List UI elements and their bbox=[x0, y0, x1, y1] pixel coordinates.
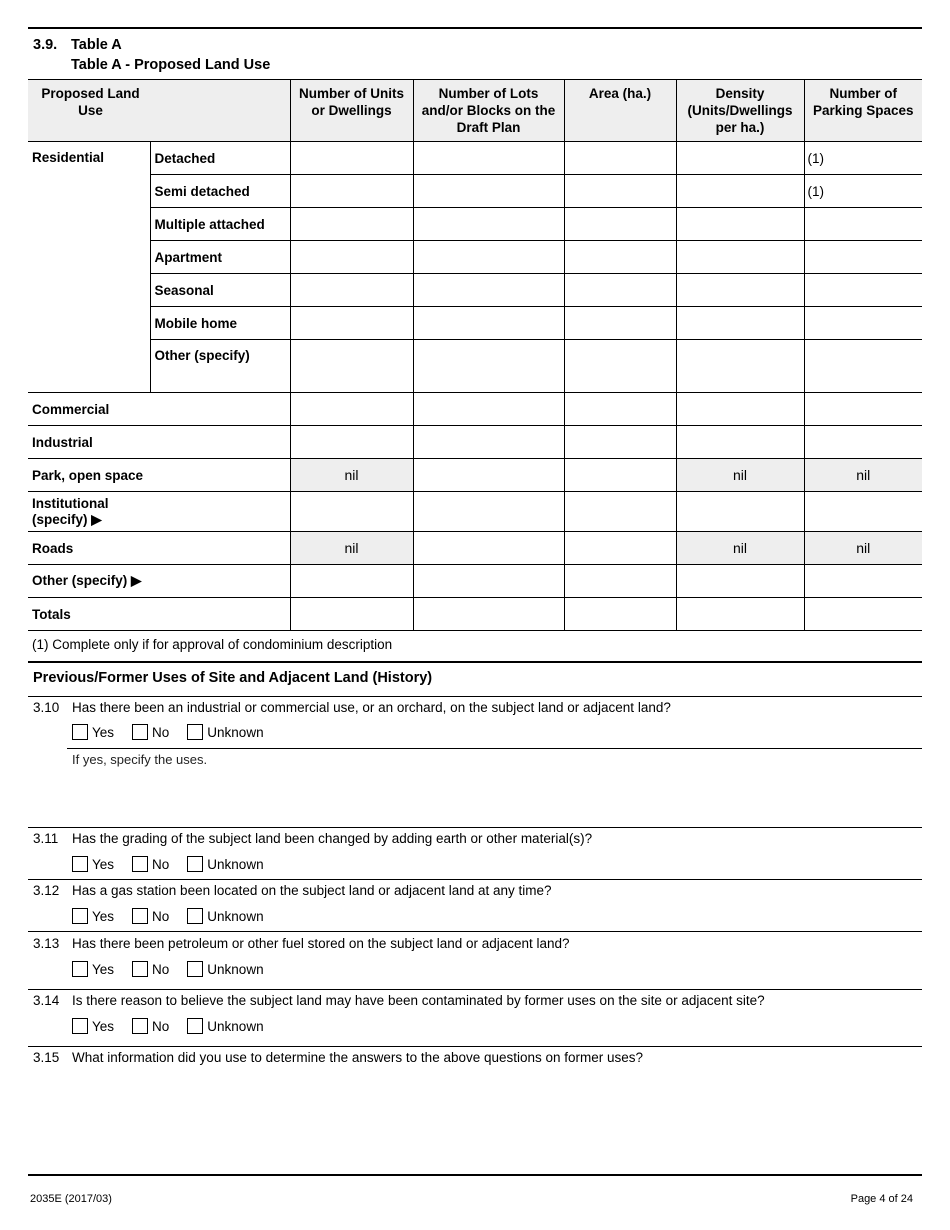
row-label-park: Park, open space bbox=[28, 459, 290, 492]
cell-lots[interactable] bbox=[413, 208, 564, 241]
if-yes-specify-field[interactable]: If yes, specify the uses. bbox=[72, 752, 208, 767]
row-label-commercial: Commercial bbox=[28, 393, 290, 426]
cell-parking[interactable] bbox=[804, 393, 922, 426]
cell-density[interactable] bbox=[676, 241, 804, 274]
header-area: Area (ha.) bbox=[564, 80, 676, 142]
checkbox-no[interactable] bbox=[132, 856, 148, 872]
cell-lots[interactable] bbox=[413, 532, 564, 565]
cell-density-nil: nil bbox=[676, 532, 804, 565]
cell-parking-nil: nil bbox=[804, 459, 922, 492]
yes-option[interactable]: Yes bbox=[72, 1018, 114, 1034]
row-label-totals: Totals bbox=[28, 598, 290, 631]
question-3-15: 3.15 What information did you use to determine the answers to the above questions on former uses? bbox=[33, 1050, 644, 1065]
row-label-industrial: Industrial bbox=[28, 426, 290, 459]
cell-units[interactable] bbox=[290, 241, 413, 274]
yes-option[interactable]: Yes bbox=[72, 856, 114, 872]
row-label-multiple-attached: Multiple attached bbox=[150, 208, 290, 241]
checkbox-no[interactable] bbox=[132, 1018, 148, 1034]
history-top-rule bbox=[28, 661, 922, 663]
row-label-other-specify: Other (specify) bbox=[150, 340, 290, 393]
cell-lots[interactable] bbox=[413, 142, 564, 175]
table-row bbox=[28, 532, 922, 565]
cell-area[interactable] bbox=[564, 274, 676, 307]
page-number: Page 4 of 24 bbox=[850, 1193, 913, 1205]
cell-lots[interactable] bbox=[413, 598, 564, 631]
question-3-14: 3.14 Is there reason to believe the subject land may have been contaminated by former uses on the site or adjacent site? bbox=[33, 993, 765, 1008]
history-title: Previous/Former Uses of Site and Adjacent Land (History) bbox=[33, 670, 433, 686]
divider bbox=[28, 931, 922, 932]
cell-density[interactable] bbox=[676, 492, 804, 532]
cell-lots[interactable] bbox=[413, 426, 564, 459]
cell-lots[interactable] bbox=[413, 459, 564, 492]
cell-units-nil: nil bbox=[290, 532, 413, 565]
section-title: Table A bbox=[71, 37, 122, 53]
cell-area[interactable] bbox=[564, 175, 676, 208]
checkbox-yes[interactable] bbox=[72, 1018, 88, 1034]
cell-units[interactable] bbox=[290, 598, 413, 631]
section-number: 3.9. bbox=[33, 37, 58, 53]
cell-density[interactable] bbox=[676, 175, 804, 208]
row-label-detached: Detached bbox=[150, 142, 290, 175]
options-3-11 bbox=[72, 856, 282, 872]
table-row bbox=[28, 142, 922, 175]
cell-density-nil: nil bbox=[676, 459, 804, 492]
checkbox-unknown[interactable] bbox=[187, 1018, 203, 1034]
cell-area[interactable] bbox=[564, 426, 676, 459]
checkbox-yes[interactable] bbox=[72, 724, 88, 740]
table-row bbox=[28, 565, 922, 598]
cell-units[interactable] bbox=[290, 307, 413, 340]
cell-density[interactable] bbox=[676, 565, 804, 598]
table-row bbox=[28, 175, 922, 208]
cell-area[interactable] bbox=[564, 208, 676, 241]
options-3-10 bbox=[72, 724, 282, 740]
cell-parking[interactable] bbox=[804, 274, 922, 307]
table-row bbox=[28, 340, 922, 393]
header-density: Density (Units/Dwellings per ha.) bbox=[676, 80, 804, 142]
divider bbox=[28, 989, 922, 990]
row-label-seasonal: Seasonal bbox=[150, 274, 290, 307]
table-row bbox=[28, 598, 922, 631]
no-option[interactable]: No bbox=[132, 724, 169, 740]
cell-units[interactable] bbox=[290, 393, 413, 426]
cell-density[interactable] bbox=[676, 393, 804, 426]
cell-lots[interactable] bbox=[413, 241, 564, 274]
divider bbox=[28, 879, 922, 880]
cell-lots[interactable] bbox=[413, 340, 564, 393]
cell-area[interactable] bbox=[564, 393, 676, 426]
answer-3-15-field[interactable] bbox=[72, 1070, 922, 1166]
cell-area[interactable] bbox=[564, 598, 676, 631]
checkbox-unknown[interactable] bbox=[187, 908, 203, 924]
cell-area[interactable] bbox=[564, 532, 676, 565]
table-row bbox=[28, 241, 922, 274]
table-row bbox=[28, 274, 922, 307]
unknown-option[interactable]: Unknown bbox=[187, 961, 263, 977]
cell-density[interactable] bbox=[676, 142, 804, 175]
unknown-option[interactable]: Unknown bbox=[187, 724, 263, 740]
row-label-apartment: Apartment bbox=[150, 241, 290, 274]
residential-label: Residential bbox=[28, 142, 150, 393]
table-row bbox=[28, 307, 922, 340]
header-land-use: Proposed Land Use bbox=[28, 80, 290, 142]
top-rule bbox=[28, 27, 922, 29]
row-label-roads: Roads bbox=[28, 532, 290, 565]
options-3-13 bbox=[72, 961, 282, 977]
no-option[interactable]: No bbox=[132, 1018, 169, 1034]
cell-area[interactable] bbox=[564, 142, 676, 175]
row-label-other: Other (specify) ▶ bbox=[28, 565, 290, 598]
cell-parking-nil: nil bbox=[804, 532, 922, 565]
table-header-row bbox=[28, 80, 922, 142]
checkbox-no[interactable] bbox=[132, 961, 148, 977]
cell-lots[interactable] bbox=[413, 492, 564, 532]
cell-units[interactable] bbox=[290, 142, 413, 175]
cell-area[interactable] bbox=[564, 340, 676, 393]
unknown-option[interactable]: Unknown bbox=[187, 908, 263, 924]
unknown-option[interactable]: Unknown bbox=[187, 1018, 263, 1034]
checkbox-unknown[interactable] bbox=[187, 724, 203, 740]
cell-area[interactable] bbox=[564, 492, 676, 532]
cell-area[interactable] bbox=[564, 459, 676, 492]
divider bbox=[28, 1046, 922, 1047]
divider bbox=[28, 696, 922, 697]
cell-parking[interactable] bbox=[804, 307, 922, 340]
cell-units[interactable] bbox=[290, 426, 413, 459]
cell-lots[interactable] bbox=[413, 565, 564, 598]
cell-lots[interactable] bbox=[413, 274, 564, 307]
cell-density[interactable] bbox=[676, 426, 804, 459]
unknown-option[interactable]: Unknown bbox=[187, 856, 263, 872]
cell-density[interactable] bbox=[676, 340, 804, 393]
cell-parking[interactable] bbox=[804, 208, 922, 241]
cell-parking[interactable] bbox=[804, 241, 922, 274]
section-subtitle: Table A - Proposed Land Use bbox=[71, 57, 271, 73]
cell-density[interactable] bbox=[676, 307, 804, 340]
cell-parking[interactable]: (1) bbox=[804, 142, 922, 175]
table-row bbox=[28, 393, 922, 426]
header-units: Number of Units or Dwellings bbox=[290, 80, 413, 142]
no-option[interactable]: No bbox=[132, 961, 169, 977]
row-label-semi-detached: Semi detached bbox=[150, 175, 290, 208]
checkbox-yes[interactable] bbox=[72, 961, 88, 977]
cell-units[interactable] bbox=[290, 492, 413, 532]
row-label-mobile-home: Mobile home bbox=[150, 307, 290, 340]
table-row bbox=[28, 459, 922, 492]
cell-parking[interactable] bbox=[804, 426, 922, 459]
cell-parking[interactable] bbox=[804, 340, 922, 393]
cell-units-nil: nil bbox=[290, 459, 413, 492]
cell-parking[interactable] bbox=[804, 598, 922, 631]
cell-lots[interactable] bbox=[413, 393, 564, 426]
header-lots: Number of Lots and/or Blocks on the Draft Plan bbox=[413, 80, 564, 142]
options-3-12 bbox=[72, 908, 282, 924]
yes-option[interactable]: Yes bbox=[72, 961, 114, 977]
cell-parking[interactable]: (1) bbox=[804, 175, 922, 208]
cell-area[interactable] bbox=[564, 565, 676, 598]
row-label-institutional: Institutional (specify) ▶ bbox=[28, 492, 290, 532]
section-heading bbox=[33, 35, 270, 75]
bottom-rule bbox=[28, 1174, 922, 1176]
table-row bbox=[28, 208, 922, 241]
cell-parking[interactable] bbox=[804, 565, 922, 598]
question-3-13: 3.13 Has there been petroleum or other fuel stored on the subject land or adjacent land? bbox=[33, 936, 570, 951]
checkbox-no[interactable] bbox=[132, 724, 148, 740]
cell-lots[interactable] bbox=[413, 175, 564, 208]
question-3-10: 3.10 Has there been an industrial or commercial use, or an orchard, on the subject land or adjacent land? bbox=[33, 700, 671, 715]
divider bbox=[28, 827, 922, 828]
land-use-table bbox=[28, 79, 922, 631]
checkbox-no[interactable] bbox=[132, 908, 148, 924]
table-row bbox=[28, 426, 922, 459]
cell-density[interactable] bbox=[676, 208, 804, 241]
cell-area[interactable] bbox=[564, 307, 676, 340]
cell-units[interactable] bbox=[290, 208, 413, 241]
options-3-14 bbox=[72, 1018, 282, 1034]
checkbox-unknown[interactable] bbox=[187, 856, 203, 872]
footnote: (1) Complete only if for approval of condominium description bbox=[32, 637, 393, 652]
divider bbox=[67, 748, 922, 749]
no-option[interactable]: No bbox=[132, 856, 169, 872]
question-3-11: 3.11 Has the grading of the subject land been changed by adding earth or other material(s)? bbox=[33, 831, 593, 846]
checkbox-yes[interactable] bbox=[72, 856, 88, 872]
no-option[interactable]: No bbox=[132, 908, 169, 924]
yes-option[interactable]: Yes bbox=[72, 908, 114, 924]
cell-units[interactable] bbox=[290, 340, 413, 393]
question-3-12: 3.12 Has a gas station been located on the subject land or adjacent land at any time? bbox=[33, 883, 552, 898]
cell-area[interactable] bbox=[564, 241, 676, 274]
cell-lots[interactable] bbox=[413, 307, 564, 340]
cell-units[interactable] bbox=[290, 175, 413, 208]
header-parking: Number of Parking Spaces bbox=[804, 80, 922, 142]
cell-parking[interactable] bbox=[804, 492, 922, 532]
cell-density[interactable] bbox=[676, 274, 804, 307]
cell-units[interactable] bbox=[290, 274, 413, 307]
checkbox-unknown[interactable] bbox=[187, 961, 203, 977]
form-id: 2035E (2017/03) bbox=[30, 1193, 112, 1205]
yes-option[interactable]: Yes bbox=[72, 724, 114, 740]
cell-units[interactable] bbox=[290, 565, 413, 598]
cell-density[interactable] bbox=[676, 598, 804, 631]
table-row bbox=[28, 492, 922, 532]
checkbox-yes[interactable] bbox=[72, 908, 88, 924]
